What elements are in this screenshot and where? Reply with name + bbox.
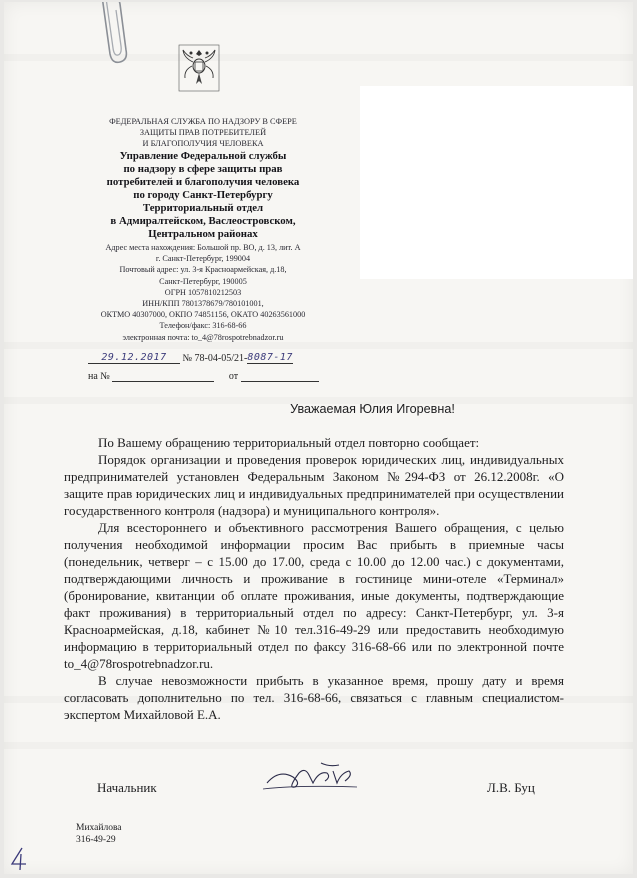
russian-coat-of-arms-icon bbox=[178, 44, 220, 92]
department-line: в Адмиралтейском, Васлеостровском, bbox=[110, 215, 296, 227]
department-line: по надзору в сфере защиты прав bbox=[123, 163, 283, 175]
bleed-through bbox=[4, 742, 633, 749]
redacted-addressee-block bbox=[360, 86, 633, 279]
salutation: Уважаемая Юлия Игоревна! bbox=[290, 402, 455, 416]
incoming-number-field bbox=[112, 370, 214, 382]
address-line: Адрес места нахождения: Большой пр. ВО, д. 13, лит. А bbox=[105, 243, 301, 252]
incoming-reference bbox=[88, 370, 319, 382]
signatory-title: Начальник bbox=[97, 780, 157, 795]
ogrn-line: ОГРН 1057810212503 bbox=[164, 287, 242, 297]
letterhead bbox=[68, 116, 338, 343]
department-line: потребителей и благополучия человека bbox=[106, 176, 300, 188]
page-number-mark bbox=[8, 846, 30, 872]
number-field bbox=[247, 352, 293, 364]
agency-name bbox=[68, 116, 338, 149]
reference-number-prefix: № 78-04-05/21- bbox=[182, 353, 248, 364]
date-field bbox=[88, 352, 180, 364]
postal-address-line: Санкт-Петербург, 190005 bbox=[159, 276, 247, 286]
contact-details bbox=[68, 242, 338, 343]
signature-mark bbox=[259, 759, 369, 795]
incoming-date-field bbox=[241, 370, 319, 382]
phone-fax-line: Телефон/факс: 316-68-66 bbox=[159, 321, 247, 331]
inn-kpp-line: ИНН/КПП 7801378679/780101001, bbox=[142, 299, 264, 309]
postal-address-line: Почтовый адрес: ул. 3-я Красноармейская, д.18, bbox=[119, 265, 287, 275]
body-paragraph: Для всестороннего и объективного рассмотрения Вашего обращения, с целью получения необходимой информации просим Вас прибыть в приемные часы (понедельник, четверг – с 15.00 до 17.00, среда с 10.00 до 12.00 час.) с документами, подтверждающими личность и проживание в гостинице мини-отеле «Терминал» (бронирование, квитанции об оплате проживания, иные документы, подтверждающие факт проживания) в территориальный отдел по адресу: Санкт-Петербург, ул. 3-я Красноармейская, д.18, кабинет №10 тел.316-49-29 или предоставить необходимую информацию в территориальный отдел по факсу 316-68-66 или по электронной почте to_4@78rospotrebnadzor.ru. bbox=[64, 520, 564, 671]
agency-line: ЗАЩИТЫ ПРАВ ПОТРЕБИТЕЛЕЙ bbox=[139, 128, 267, 137]
body-paragraph: В случае невозможности прибыть в указанное время, прошу дату и время согласовать дополнительно по тел. 316-68-66, связаться с главным специалистом-экспертом Михайловой Е.А. bbox=[64, 673, 564, 722]
department-line: по городу Санкт-Петербургу bbox=[133, 189, 273, 201]
handwritten-number: 8087-17 bbox=[247, 352, 293, 363]
email-line: электронная почта: to_4@78rospotrebnadzor.ru bbox=[122, 332, 284, 342]
agency-line: ФЕДЕРАЛЬНАЯ СЛУЖБА ПО НАДЗОРУ В СФЕРЕ bbox=[109, 117, 297, 126]
address-line: г. Санкт-Петербург, 199004 bbox=[155, 254, 251, 264]
department-line: Территориальный отдел bbox=[142, 202, 264, 214]
oktmo-line: ОКТМО 40307000, ОКПО 74851156, ОКАТО 40263561000 bbox=[100, 310, 306, 320]
incoming-number-label: на № bbox=[88, 371, 110, 382]
signatory-name: Л.В. Буц bbox=[487, 780, 535, 795]
executor-phone: 316-49-29 bbox=[76, 835, 116, 845]
handwritten-date: 29.12.2017 bbox=[101, 352, 167, 363]
body-paragraph: Порядок организации и проведения проверок юридических лиц, индивидуальных предпринимателей установлен Федеральным Законом №294-ФЗ от 26.12.2008г. «О защите прав юридических лиц и индивидуальных предпринимателей при осуществлении государственного контроля (надзора) и муниципального контроля». bbox=[64, 452, 564, 518]
executor-name: Михайлова bbox=[76, 823, 122, 833]
department-line: Управление Федеральной службы bbox=[119, 150, 287, 162]
department-line: Центральном районах bbox=[148, 228, 258, 240]
executor-note bbox=[76, 822, 122, 846]
letter-body bbox=[64, 434, 564, 723]
paperclip-icon bbox=[80, 2, 140, 66]
incoming-date-label: от bbox=[228, 371, 239, 382]
body-paragraph: По Вашему обращению территориальный отдел повторно сообщает: bbox=[98, 435, 480, 450]
agency-line: И БЛАГОПОЛУЧИЯ ЧЕЛОВЕКА bbox=[142, 139, 264, 148]
letter-page bbox=[4, 2, 633, 874]
outgoing-reference bbox=[88, 352, 293, 364]
bleed-through bbox=[4, 342, 633, 349]
department-name bbox=[68, 150, 338, 241]
